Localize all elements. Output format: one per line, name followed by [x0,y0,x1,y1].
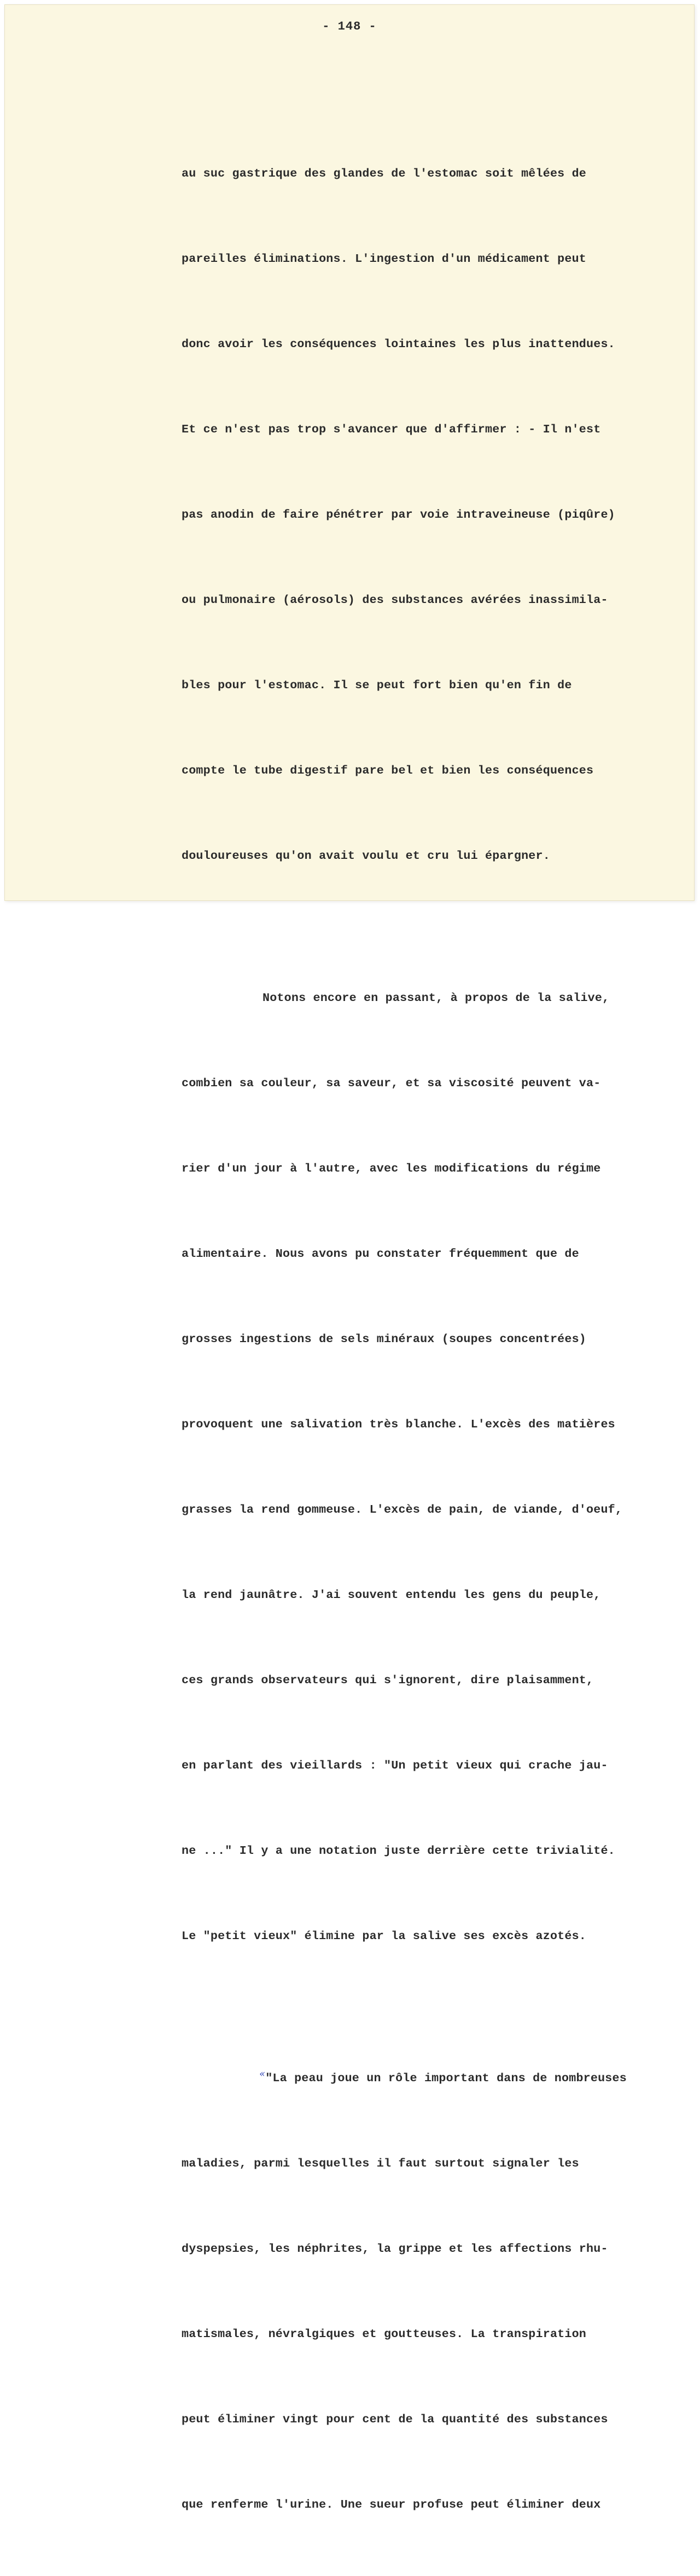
text-line: Et ce n'est pas trop s'avancer que d'affirmer : - Il n'est [182,423,601,436]
text-line: combien sa couleur, sa saveur, et sa viscosité peuvent va- [182,1076,601,1090]
text-line: Le "petit vieux" élimine par la salive ses excès azotés. [182,1929,587,1943]
text-line: matismales, névralgiques et goutteuses. La transpiration [182,2327,587,2341]
text-line: ne ..." Il y a une notation juste derrière cette trivialité. [182,1844,615,1858]
body-text [182,74,685,2576]
text-line: "La peau joue un rôle important dans de nombreuses [265,2071,627,2085]
text-line: donc avoir les conséquences lointaines les plus inattendues. [182,337,615,351]
text-line: maladies, parmi lesquelles il faut surtout signaler les [182,2157,579,2170]
text-line: bles pour l'estomac. Il se peut fort bien qu'en fin de [182,678,572,692]
handwritten-annotation: « [259,2068,266,2080]
text-line: ou pulmonaire (aérosols) des substances avérées inassimila- [182,593,608,607]
text-line: pas anodin de faire pénétrer par voie intraveineuse (piqûre) [182,508,615,522]
text-line: en parlant des vieillards : "Un petit vieux qui crache jau- [182,1759,608,1772]
text-line: Notons encore en passant, à propos de la salive, [262,991,610,1005]
text-line: la rend jaunâtre. J'ai souvent entendu les gens du peuple, [182,1588,601,1602]
text-line: que renferme l'urine. Une sueur profuse peut éliminer deux [182,2498,601,2511]
text-line: grosses ingestions de sels minéraux (soupes concentrées) [182,1332,587,1346]
text-line: dyspepsies, les néphrites, la grippe et les affections rhu- [182,2242,608,2256]
text-line: au suc gastrique des glandes de l'estomac soit mêlées de [182,167,587,180]
page-number: - 148 - [322,20,377,33]
text-line: alimentaire. Nous avons pu constater fréquemment que de [182,1247,579,1261]
text-line: compte le tube digestif pare bel et bien les conséquences [182,764,594,777]
text-line: provoquent une salivation très blanche. L'excès des matières [182,1418,615,1431]
text-line: rier d'un jour à l'autre, avec les modifications du régime [182,1162,601,1175]
text-line: grasses la rend gommeuse. L'excès de pain, de viande, d'oeuf, [182,1503,623,1517]
text-line: peut éliminer vingt pour cent de la quantité des substances [182,2413,608,2426]
text-line: ces grands observateurs qui s'ignorent, dire plaisamment, [182,1673,594,1687]
text-line: douloureuses qu'on avait voulu et cru lui épargner. [182,849,550,863]
document-page [4,4,695,2511]
text-line-annotated [182,2064,685,2093]
text-line: pareilles éliminations. L'ingestion d'un médicament peut [182,252,587,266]
